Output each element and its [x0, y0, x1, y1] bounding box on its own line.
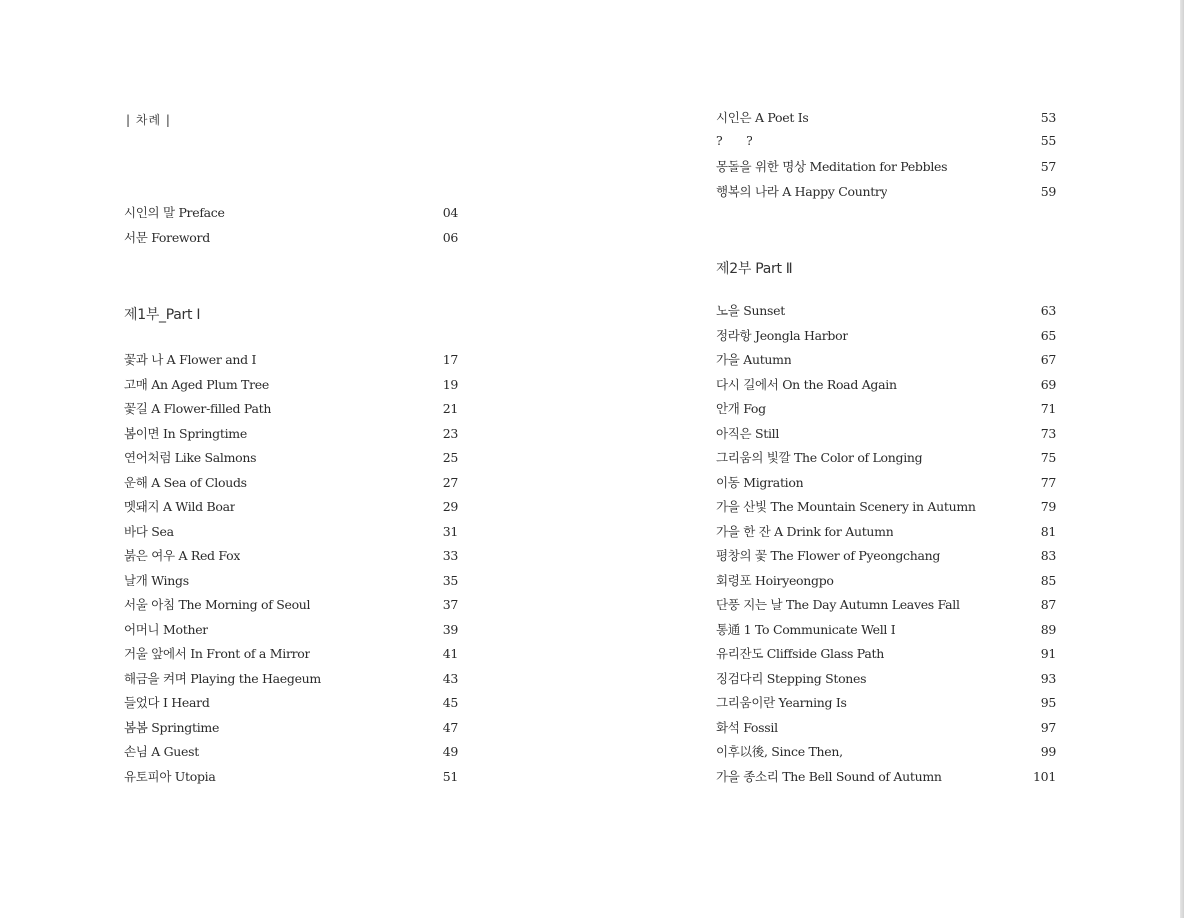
part2-list [716, 301, 1056, 791]
toc-entry[interactable] [716, 473, 1056, 498]
toc-entry[interactable] [716, 693, 1056, 718]
part1-list [124, 350, 458, 791]
entry-title: 평창의 꽃 The Flower of Pyeongchang [716, 548, 941, 563]
entry-title: 몽돌을 위한 명상 Meditation for Pebbles [716, 159, 948, 174]
toc-entry[interactable] [716, 182, 1056, 207]
front-matter-list [124, 203, 458, 252]
entry-page: 87 [1040, 597, 1056, 612]
entry-title: 화석 Fossil [716, 719, 778, 735]
entry-page: 59 [1040, 183, 1056, 199]
toc-entry[interactable] [716, 350, 1056, 375]
entry-page: 41 [442, 646, 458, 661]
toc-entry[interactable] [716, 157, 1056, 182]
entry-title: 노을 Sunset [716, 303, 785, 318]
entry-title: 봄봄 Springtime [124, 719, 220, 735]
toc-entry[interactable] [124, 399, 458, 424]
entry-page: 77 [1040, 474, 1056, 490]
entry-page: 51 [442, 768, 458, 784]
entry-title: 가을 산빛 The Mountain Scenery in Autumn [716, 499, 976, 514]
entry-title: 다시 길에서 On the Road Again [716, 376, 897, 392]
toc-entry[interactable] [124, 767, 458, 792]
entry-page: 67 [1040, 352, 1056, 367]
entry-page: 73 [1040, 425, 1056, 441]
entry-page: 93 [1040, 670, 1056, 686]
entry-title: 붉은 여우 A Red Fox [124, 548, 241, 563]
entry-page: 35 [442, 572, 458, 588]
entry-page: 47 [442, 719, 458, 735]
entry-page: 37 [442, 597, 458, 612]
entry-page: 25 [442, 450, 458, 465]
toc-entry[interactable] [124, 571, 458, 596]
toc-entry[interactable] [716, 448, 1056, 473]
entry-title: 가을 종소리 The Bell Sound of Autumn [716, 768, 942, 784]
toc-entry[interactable] [716, 767, 1056, 792]
part2-heading: 제2부 Part Ⅱ [716, 261, 793, 277]
entry-page: 57 [1040, 159, 1056, 174]
toc-entry[interactable] [716, 133, 1056, 158]
entry-title: 어머니 Mother [124, 621, 208, 637]
entry-title: 시인의 말 Preface [124, 205, 225, 220]
entry-page: 17 [442, 352, 458, 367]
entry-title: 유토피아 Utopia [124, 768, 216, 784]
toc-entry[interactable] [124, 644, 458, 669]
entry-page: 43 [442, 670, 458, 686]
toc-entry[interactable] [124, 350, 458, 375]
entry-title: 회령포 Hoiryeongpo [716, 572, 834, 588]
toc-entry[interactable] [716, 669, 1056, 694]
toc-entry[interactable] [124, 473, 458, 498]
entry-title: 멧돼지 A Wild Boar [124, 499, 236, 514]
entry-page: 85 [1040, 572, 1056, 588]
entry-title: 징검다리 Stepping Stones [716, 670, 867, 686]
entry-title: 연어처럼 Like Salmons [124, 450, 257, 465]
entry-title: 꽃과 나 A Flower and I [124, 352, 257, 367]
entry-page: 79 [1040, 499, 1056, 514]
toc-entry[interactable] [124, 228, 458, 253]
entry-page: 19 [442, 376, 458, 392]
toc-entry[interactable] [716, 301, 1056, 326]
entry-title: 손님 A Guest [124, 744, 199, 759]
toc-entry[interactable] [716, 108, 1056, 133]
entry-title: 들었다 I Heard [124, 695, 210, 710]
toc-entry[interactable] [716, 620, 1056, 645]
entry-page: 95 [1040, 695, 1056, 710]
entry-page: 04 [442, 205, 458, 220]
toc-entry[interactable] [124, 546, 458, 571]
page-edge [1180, 0, 1184, 918]
part1-continued-list [716, 108, 1056, 206]
toc-heading: | 차례 | [126, 113, 171, 127]
entry-page: 33 [442, 548, 458, 563]
entry-page: 101 [1033, 768, 1056, 784]
toc-entry[interactable] [124, 375, 458, 400]
entry-page: 39 [442, 621, 458, 637]
entry-page: 29 [442, 499, 458, 514]
toc-entry[interactable] [124, 595, 458, 620]
entry-title: 봄이면 In Springtime [124, 425, 247, 441]
entry-title: 시인은 A Poet Is [716, 110, 809, 125]
toc-entry[interactable] [716, 375, 1056, 400]
toc-entry[interactable] [716, 546, 1056, 571]
entry-title: 꽃길 A Flower-filled Path [124, 401, 272, 416]
entry-page: 55 [1040, 132, 1056, 148]
entry-page: 69 [1040, 376, 1056, 392]
part1-heading: 제1부_Part Ⅰ [124, 307, 201, 323]
entry-page: 81 [1040, 523, 1056, 539]
toc-entry[interactable] [716, 399, 1056, 424]
toc-entry[interactable] [124, 424, 458, 449]
toc-entry[interactable] [124, 718, 458, 743]
entry-page: 63 [1040, 303, 1056, 318]
toc-entry[interactable] [716, 522, 1056, 547]
toc-entry[interactable] [124, 497, 458, 522]
entry-page: 49 [442, 744, 458, 759]
toc-entry[interactable] [124, 669, 458, 694]
entry-title: 유리잔도 Cliffside Glass Path [716, 646, 884, 661]
entry-title: 통通 1 To Communicate Well I [716, 621, 896, 637]
entry-title: 가을 한 잔 A Drink for Autumn [716, 523, 894, 539]
entry-title: 가을 Autumn [716, 352, 792, 367]
toc-entry[interactable] [716, 571, 1056, 596]
entry-page: 83 [1040, 548, 1056, 563]
entry-page: 75 [1040, 450, 1056, 465]
entry-page: 21 [442, 401, 458, 416]
entry-title: 행복의 나라 A Happy Country [716, 183, 888, 199]
entry-page: 99 [1040, 744, 1056, 759]
entry-title: 그리움이란 Yearning Is [716, 695, 847, 710]
entry-page: 89 [1040, 621, 1056, 637]
toc-entry[interactable] [124, 742, 458, 767]
entry-page: 06 [442, 229, 458, 245]
toc-entry[interactable] [124, 693, 458, 718]
toc-entry[interactable] [124, 448, 458, 473]
entry-title: 안개 Fog [716, 401, 766, 416]
entry-title: 이동 Migration [716, 474, 804, 490]
entry-page: 91 [1040, 646, 1056, 661]
entry-title: 단풍 지는 날 The Day Autumn Leaves Fall [716, 597, 960, 612]
entry-title: 날개 Wings [124, 572, 189, 588]
entry-page: 53 [1040, 110, 1056, 125]
toc-entry[interactable] [716, 497, 1056, 522]
entry-title: 서울 아침 The Morning of Seoul [124, 597, 311, 612]
entry-page: 31 [442, 523, 458, 539]
entry-title: 정라항 Jeongla Harbor [716, 327, 849, 343]
toc-entry[interactable] [716, 595, 1056, 620]
entry-title: 고매 An Aged Plum Tree [124, 376, 269, 392]
toc-entry[interactable] [716, 742, 1056, 767]
toc-entry[interactable] [716, 718, 1056, 743]
entry-title: 아직은 Still [716, 425, 780, 441]
entry-title: 해금을 켜며 Playing the Haegeum [124, 670, 321, 686]
entry-title: 서문 Foreword [124, 229, 210, 245]
entry-page: 97 [1040, 719, 1056, 735]
entry-page: 27 [442, 474, 458, 490]
entry-page: 23 [442, 425, 458, 441]
entry-title: 그리움의 빛깔 The Color of Longing [716, 450, 923, 465]
entry-title: ? ? [716, 132, 753, 148]
entry-page: 71 [1040, 401, 1056, 416]
entry-title: 바다 Sea [124, 523, 174, 539]
toc-entry[interactable] [124, 203, 458, 228]
toc-entry[interactable] [716, 644, 1056, 669]
entry-title: 운해 A Sea of Clouds [124, 474, 247, 490]
entry-title: 거울 앞에서 In Front of a Mirror [124, 646, 311, 661]
toc-entry[interactable] [716, 424, 1056, 449]
entry-page: 45 [442, 695, 458, 710]
toc-entry[interactable] [124, 522, 458, 547]
toc-entry[interactable] [124, 620, 458, 645]
toc-entry[interactable] [716, 326, 1056, 351]
entry-title: 이후以後, Since Then, [716, 744, 843, 759]
entry-page: 65 [1040, 327, 1056, 343]
